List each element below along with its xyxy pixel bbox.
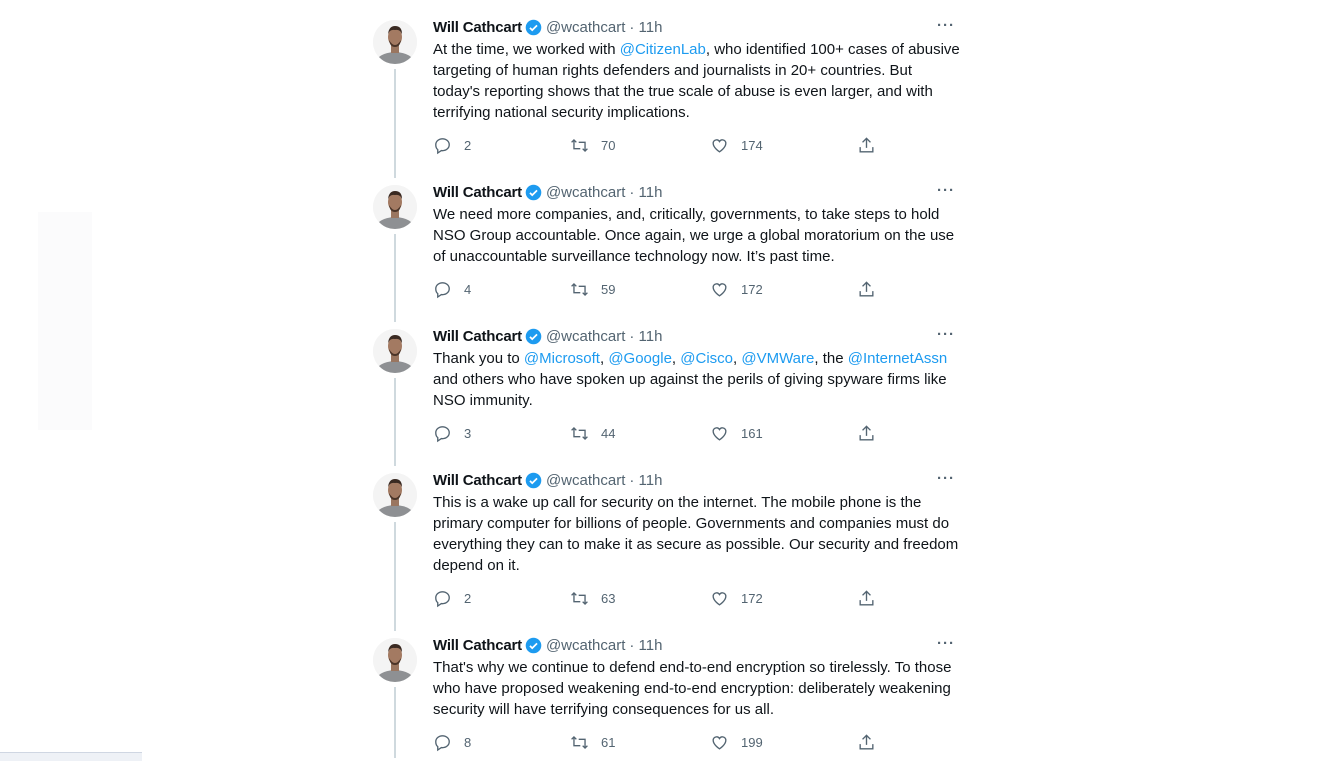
mention-link[interactable]: @Microsoft	[523, 350, 600, 367]
retweet-button[interactable]	[570, 280, 615, 299]
more-options-icon[interactable]: ···	[937, 182, 955, 199]
tweet-actions	[433, 280, 963, 300]
thread-connector-line	[394, 69, 396, 178]
retweet-count: 63	[601, 591, 616, 606]
tweet-text-segment: , the	[814, 350, 848, 367]
reply-icon	[433, 280, 452, 299]
tweet-text-segment: ,	[671, 350, 681, 367]
tweet-text-segment: and others who have spoken up against the perils of giving spyware firms like NSO immunity.	[433, 371, 947, 409]
reply-button[interactable]	[433, 424, 471, 443]
thread-connector-line	[394, 234, 396, 322]
tweet-text	[433, 39, 963, 123]
like-button[interactable]	[710, 589, 763, 608]
author-name[interactable]: Will Cathcart	[433, 636, 522, 654]
verified-badge-icon	[525, 637, 542, 654]
verified-badge-icon	[525, 472, 542, 489]
like-count: 199	[741, 735, 763, 750]
tweet-text	[433, 657, 963, 720]
verified-badge-icon	[525, 328, 542, 345]
author-handle[interactable]: @wcathcart	[545, 18, 626, 36]
reply-button[interactable]	[433, 136, 471, 155]
tweet-time[interactable]: · 11h	[629, 18, 663, 36]
reply-icon	[433, 733, 452, 752]
retweet-button[interactable]	[570, 589, 615, 608]
tweet-text-segment: We need more companies, and, critically, governments, to take steps to hold NSO Group accountable. Once again, we urge a global moratorium on the use of unaccountable surveillance technology now. It’s past time.	[433, 206, 955, 265]
tweet-actions	[433, 589, 963, 609]
reply-icon	[433, 136, 452, 155]
author-handle[interactable]: @wcathcart	[545, 471, 626, 489]
tweet-time[interactable]: · 11h	[629, 636, 663, 654]
retweet-count: 70	[601, 138, 616, 153]
avatar[interactable]	[373, 473, 417, 517]
thread-connector-line	[394, 687, 396, 758]
retweet-button[interactable]	[570, 733, 615, 752]
author-handle[interactable]: @wcathcart	[545, 636, 626, 654]
avatar-image	[373, 185, 417, 229]
verified-badge-icon	[525, 19, 542, 36]
more-options-icon[interactable]: ···	[937, 326, 955, 343]
like-button[interactable]	[710, 733, 763, 752]
share-button[interactable]	[857, 733, 876, 752]
tweet-actions	[433, 136, 963, 156]
reply-count: 2	[464, 138, 472, 153]
reply-count: 3	[464, 426, 472, 441]
like-count: 161	[741, 426, 763, 441]
tweet-text-segment: ,	[733, 350, 742, 367]
more-options-icon[interactable]: ···	[937, 17, 955, 34]
author-handle[interactable]: @wcathcart	[545, 327, 626, 345]
retweet-count: 59	[601, 282, 616, 297]
heart-icon	[710, 733, 729, 752]
retweet-icon	[570, 136, 589, 155]
reply-icon	[433, 589, 452, 608]
reply-count: 2	[464, 591, 472, 606]
retweet-icon	[570, 733, 589, 752]
tweet-text	[433, 204, 963, 267]
share-icon	[857, 733, 876, 752]
tweet-text-segment: That's why we continue to defend end-to-end encryption so tirelessly. To those who have proposed weakening end-to-end encryption: deliberately weakening security will have terrifying consequences for us all.	[433, 659, 952, 718]
tweet-actions	[433, 733, 963, 753]
tweet-text-segment: At the time, we worked with	[433, 41, 620, 58]
share-icon	[857, 136, 876, 155]
background-shade	[38, 212, 92, 430]
thread-connector-line	[394, 522, 396, 631]
avatar-image	[373, 20, 417, 64]
tweet-text-segment: ,	[599, 350, 609, 367]
share-button[interactable]	[857, 424, 876, 443]
avatar-image	[373, 473, 417, 517]
share-button[interactable]	[857, 589, 876, 608]
heart-icon	[710, 424, 729, 443]
mention-link[interactable]: @Cisco	[680, 350, 733, 367]
more-options-icon[interactable]: ···	[937, 635, 955, 652]
author-name[interactable]: Will Cathcart	[433, 327, 522, 345]
avatar-image	[373, 638, 417, 682]
avatar[interactable]	[373, 185, 417, 229]
share-icon	[857, 589, 876, 608]
retweet-count: 44	[601, 426, 616, 441]
mention-link[interactable]: @Google	[608, 350, 672, 367]
retweet-button[interactable]	[570, 136, 615, 155]
verified-badge-icon	[525, 184, 542, 201]
tweet-text-segment: , who identified 100+ cases of abusive targeting of human rights defenders and journalists in 20+ countries. But today's reporting shows that the true scale of abuse is even larger, and with terrifying national security implications.	[433, 41, 960, 121]
author-name[interactable]: Will Cathcart	[433, 18, 522, 36]
share-icon	[857, 280, 876, 299]
tweet-text-segment: This is a wake up call for security on the internet. The mobile phone is the primary computer for billions of people. Governments and companies must do everything they can to make it as secure as possible. Our security and freedom depend on it.	[433, 494, 959, 574]
tweet-text	[433, 492, 963, 576]
tweet-text	[433, 348, 963, 411]
tweet-text-segment: Thank you to	[433, 350, 524, 367]
avatar[interactable]	[373, 329, 417, 373]
tweet-time[interactable]: · 11h	[629, 471, 663, 489]
retweet-icon	[570, 424, 589, 443]
author-handle[interactable]: @wcathcart	[545, 183, 626, 201]
mention-link[interactable]: @CitizenLab	[619, 41, 706, 58]
like-button[interactable]	[710, 424, 763, 443]
reply-count: 4	[464, 282, 472, 297]
avatar[interactable]	[373, 638, 417, 682]
reply-button[interactable]	[433, 280, 471, 299]
more-options-icon[interactable]: ···	[937, 470, 955, 487]
retweet-icon	[570, 280, 589, 299]
tweet-actions	[433, 424, 963, 444]
retweet-button[interactable]	[570, 424, 615, 443]
tweet-time[interactable]: · 11h	[629, 327, 663, 345]
like-count: 174	[741, 138, 763, 153]
heart-icon	[710, 136, 729, 155]
reply-count: 8	[464, 735, 472, 750]
author-name[interactable]: Will Cathcart	[433, 471, 522, 489]
mention-link[interactable]: @VMWare	[741, 350, 815, 367]
share-button[interactable]	[857, 136, 876, 155]
author-name[interactable]: Will Cathcart	[433, 183, 522, 201]
share-button[interactable]	[857, 280, 876, 299]
like-count: 172	[741, 282, 763, 297]
thread-connector-line	[394, 378, 396, 466]
avatar[interactable]	[373, 20, 417, 64]
like-button[interactable]	[710, 136, 763, 155]
reply-button[interactable]	[433, 733, 471, 752]
heart-icon	[710, 589, 729, 608]
tweet-time[interactable]: · 11h	[629, 183, 663, 201]
like-count: 172	[741, 591, 763, 606]
avatar-image	[373, 329, 417, 373]
reply-button[interactable]	[433, 589, 471, 608]
retweet-count: 61	[601, 735, 616, 750]
like-button[interactable]	[710, 280, 763, 299]
retweet-icon	[570, 589, 589, 608]
share-icon	[857, 424, 876, 443]
heart-icon	[710, 280, 729, 299]
mention-link[interactable]: @InternetAssn	[847, 350, 948, 367]
reply-icon	[433, 424, 452, 443]
